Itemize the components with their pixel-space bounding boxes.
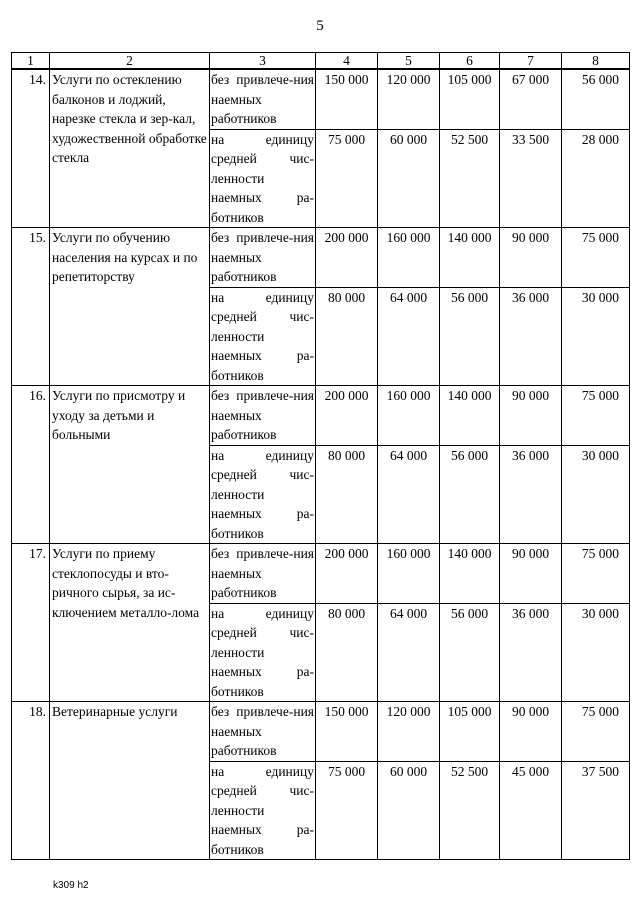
column-header: 4	[316, 53, 378, 70]
column-header: 7	[500, 53, 562, 70]
rate-value-col-5: 60 000	[378, 129, 440, 228]
rate-value-col-5: 120 000	[378, 702, 440, 762]
employment-condition: на единицу средней чис-ленности наемных ра-ботников	[210, 129, 316, 228]
rate-value-col-8: 30 000	[562, 445, 630, 544]
rate-value-col-4: 150 000	[316, 69, 378, 129]
rate-value-col-7: 90 000	[500, 544, 562, 604]
rate-value-col-4: 80 000	[316, 603, 378, 702]
rate-value-col-6: 56 000	[440, 445, 500, 544]
employment-condition: на единицу средней чис-ленности наемных ра-ботников	[210, 445, 316, 544]
employment-condition: на единицу средней чис-ленности наемных ра-ботников	[210, 603, 316, 702]
row-number: 16.	[12, 386, 50, 544]
service-name: Услуги по приему стеклопосуды и вто-ричного сырья, за ис-ключением металло-лома	[50, 544, 210, 702]
service-row	[12, 386, 630, 446]
column-header: 1	[12, 53, 50, 70]
rate-value-col-7: 90 000	[500, 702, 562, 762]
employment-condition: без привлече-ния наемных работников	[210, 228, 316, 288]
rate-value-col-4: 80 000	[316, 287, 378, 386]
rate-value-col-8: 28 000	[562, 129, 630, 228]
rate-value-col-5: 160 000	[378, 228, 440, 288]
employment-condition: без привлече-ния наемных работников	[210, 386, 316, 446]
page-number: 5	[316, 18, 324, 34]
employment-condition: без привлече-ния наемных работников	[210, 544, 316, 604]
row-number: 18.	[12, 702, 50, 860]
rate-value-col-4: 200 000	[316, 544, 378, 604]
rate-value-col-5: 160 000	[378, 544, 440, 604]
employment-condition: на единицу средней чис-ленности наемных ра-ботников	[210, 287, 316, 386]
employment-condition: на единицу средней чис-ленности наемных ра-ботников	[210, 761, 316, 860]
rate-value-col-5: 64 000	[378, 445, 440, 544]
rate-value-col-7: 36 000	[500, 287, 562, 386]
rate-value-col-8: 30 000	[562, 603, 630, 702]
table-body	[12, 53, 630, 860]
rate-value-col-4: 150 000	[316, 702, 378, 762]
tax-rates-table	[11, 52, 630, 860]
rate-value-col-8: 37 500	[562, 761, 630, 860]
rate-value-col-6: 105 000	[440, 69, 500, 129]
rate-value-col-7: 36 000	[500, 445, 562, 544]
row-number: 17.	[12, 544, 50, 702]
rate-value-col-8: 75 000	[562, 544, 630, 604]
rate-value-col-8: 30 000	[562, 287, 630, 386]
rate-value-col-7: 33 500	[500, 129, 562, 228]
rate-value-col-8: 75 000	[562, 386, 630, 446]
column-header: 3	[210, 53, 316, 70]
employment-condition: без привлече-ния наемных работников	[210, 702, 316, 762]
column-header: 6	[440, 53, 500, 70]
rate-value-col-7: 36 000	[500, 603, 562, 702]
rate-value-col-8: 75 000	[562, 228, 630, 288]
rate-value-col-6: 52 500	[440, 129, 500, 228]
rate-value-col-6: 56 000	[440, 603, 500, 702]
document-code: k309 h2	[53, 880, 89, 891]
rate-value-col-6: 52 500	[440, 761, 500, 860]
rate-value-col-8: 75 000	[562, 702, 630, 762]
rate-value-col-5: 60 000	[378, 761, 440, 860]
service-name: Ветеринарные услуги	[50, 702, 210, 860]
rate-value-col-4: 80 000	[316, 445, 378, 544]
employment-condition: без привлече-ния наемных работников	[210, 69, 316, 129]
rate-value-col-6: 140 000	[440, 386, 500, 446]
rate-value-col-6: 140 000	[440, 544, 500, 604]
column-header: 2	[50, 53, 210, 70]
service-row	[12, 544, 630, 604]
rate-value-col-7: 90 000	[500, 228, 562, 288]
service-name: Услуги по остеклению балконов и лоджий, нарезке стекла и зер-кал, художественной обработке стекла	[50, 69, 210, 228]
column-header: 8	[562, 53, 630, 70]
rate-value-col-4: 200 000	[316, 228, 378, 288]
row-number: 15.	[12, 228, 50, 386]
rate-value-col-5: 64 000	[378, 603, 440, 702]
rate-value-col-5: 120 000	[378, 69, 440, 129]
column-header: 5	[378, 53, 440, 70]
rate-value-col-5: 160 000	[378, 386, 440, 446]
row-number: 14.	[12, 69, 50, 228]
rate-value-col-7: 67 000	[500, 69, 562, 129]
rate-value-col-8: 56 000	[562, 69, 630, 129]
rate-value-col-7: 90 000	[500, 386, 562, 446]
rate-value-col-7: 45 000	[500, 761, 562, 860]
service-name: Услуги по обучению населения на курсах и по репетиторству	[50, 228, 210, 386]
rate-value-col-4: 75 000	[316, 129, 378, 228]
rate-value-col-5: 64 000	[378, 287, 440, 386]
rate-value-col-4: 200 000	[316, 386, 378, 446]
rate-value-col-6: 56 000	[440, 287, 500, 386]
service-row	[12, 228, 630, 288]
rate-value-col-4: 75 000	[316, 761, 378, 860]
rate-value-col-6: 105 000	[440, 702, 500, 762]
rate-value-col-6: 140 000	[440, 228, 500, 288]
service-row	[12, 69, 630, 129]
service-row	[12, 702, 630, 762]
service-name: Услуги по присмотру и уходу за детьми и больными	[50, 386, 210, 544]
column-number-row	[12, 53, 630, 70]
